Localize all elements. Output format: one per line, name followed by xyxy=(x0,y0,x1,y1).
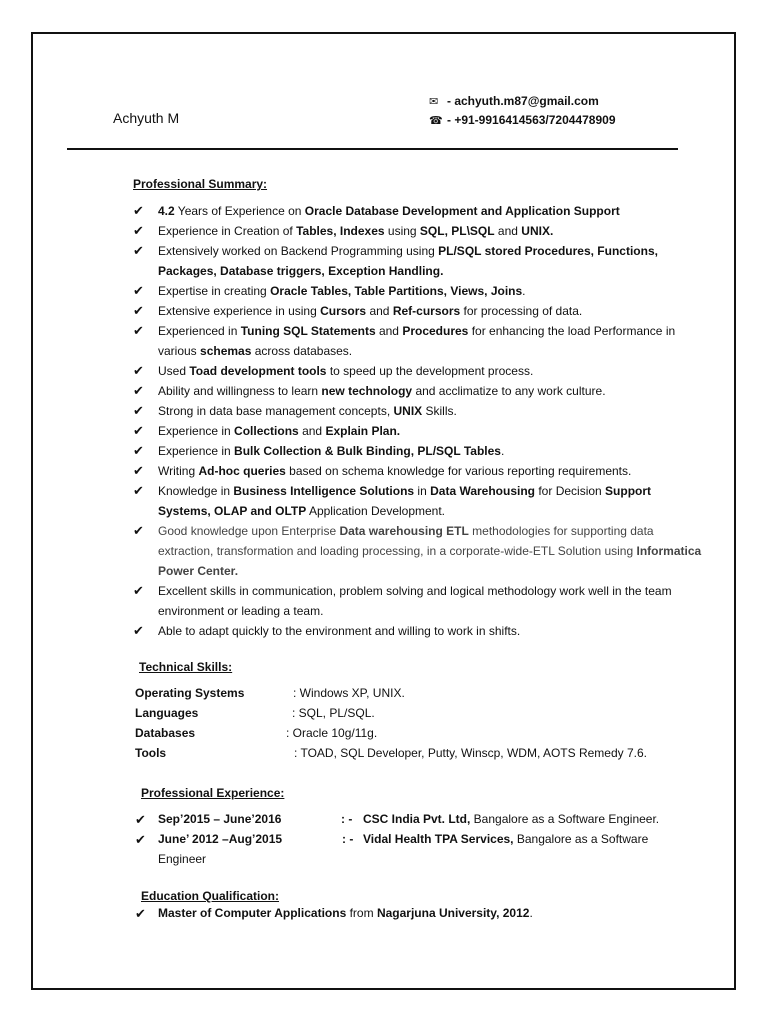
professional-summary-list xyxy=(133,201,703,641)
university: Nagarjuna University, 2012 xyxy=(376,906,530,920)
tech-value: : Windows XP, UNIX. xyxy=(293,686,405,700)
checkmark-icon: ✔ xyxy=(133,203,144,218)
summary-item-text: Good knowledge upon Enterprise Data warehousing ETL methodologies for supporting data extraction, transformation and loading processing, in a corporate-wide-ETL Solution using Informatica Power Center. xyxy=(158,524,702,578)
professional-summary-heading: Professional Summary: xyxy=(133,177,268,191)
summary-item xyxy=(133,461,703,481)
summary-item-text: Knowledge in Business Intelligence Solutions in Data Warehousing for Decision Support Systems, OLAP and OLTP Application Development. xyxy=(158,484,652,518)
summary-item xyxy=(133,301,703,321)
tech-value: : SQL, PL/SQL. xyxy=(292,706,375,720)
summary-item xyxy=(133,321,703,361)
technical-skills-heading: Technical Skills: xyxy=(139,660,233,674)
summary-item-text: Able to adapt quickly to the environment and willing to work in shifts. xyxy=(158,624,521,638)
tech-value: : Oracle 10g/11g. xyxy=(286,726,378,740)
tech-label: Databases xyxy=(135,726,196,740)
summary-item xyxy=(133,481,703,521)
checkmark-icon: ✔ xyxy=(133,383,144,398)
experience-period: Sep’2015 – June’2016 xyxy=(158,812,282,826)
envelope-icon: ✉ xyxy=(429,96,439,108)
summary-item xyxy=(133,581,703,621)
summary-item xyxy=(133,521,703,581)
summary-item-text: Used Toad development tools to speed up the development process. xyxy=(158,364,534,378)
checkmark-icon: ✔ xyxy=(133,483,144,498)
checkmark-icon: ✔ xyxy=(133,323,144,338)
degree: Master of Computer Applications xyxy=(158,906,347,920)
summary-item xyxy=(133,221,703,241)
summary-item-text: Expertise in creating Oracle Tables, Table Partitions, Views, Joins. xyxy=(158,284,526,298)
from-text: from xyxy=(349,906,374,920)
summary-item-text: Experience in Bulk Collection & Bulk Binding, PL/SQL Tables. xyxy=(158,444,505,458)
checkmark-icon: ✔ xyxy=(133,583,144,598)
checkmark-icon: ✔ xyxy=(133,523,144,538)
summary-item xyxy=(133,441,703,461)
summary-item xyxy=(133,201,703,221)
professional-experience-heading: Professional Experience: xyxy=(141,786,285,800)
header-divider xyxy=(67,148,678,150)
separator: : - xyxy=(342,832,354,846)
checkmark-icon: ✔ xyxy=(133,283,144,298)
telephone-icon: ☎ xyxy=(429,115,443,127)
role-detail: Bangalore as a Software xyxy=(513,832,649,846)
summary-item-text: Experience in Creation of Tables, Indexes using SQL, PL\SQL and UNIX. xyxy=(158,224,554,238)
checkmark-icon: ✔ xyxy=(135,832,146,847)
summary-item-text: Ability and willingness to learn new technology and acclimatize to any work culture. xyxy=(158,384,606,398)
phone-text: - +91-9916414563/7204478909 xyxy=(447,113,616,127)
checkmark-icon: ✔ xyxy=(133,623,144,638)
checkmark-icon: ✔ xyxy=(133,363,144,378)
role-detail-wrap: Engineer xyxy=(158,852,207,866)
summary-item xyxy=(133,241,703,281)
role-detail: Bangalore as a Software Engineer. xyxy=(470,812,660,826)
email-text: - achyuth.m87@gmail.com xyxy=(447,94,599,108)
tech-label: Tools xyxy=(135,746,167,760)
separator: : - xyxy=(341,812,353,826)
checkmark-icon: ✔ xyxy=(133,303,144,318)
email-line xyxy=(429,94,599,108)
end-period: . xyxy=(529,906,533,920)
summary-item-text: Experience in Collections and Explain Plan. xyxy=(158,424,401,438)
summary-item-text: Excellent skills in communication, problem solving and logical methodology work well in the team environment or leading a team. xyxy=(158,584,672,618)
summary-item xyxy=(133,421,703,441)
summary-item xyxy=(133,621,703,641)
education-heading: Education Qualification: xyxy=(141,889,280,903)
experience-period: June’ 2012 –Aug’2015 xyxy=(158,832,283,846)
summary-item-text: Strong in data base management concepts, UNIX Skills. xyxy=(158,404,457,418)
summary-item-text: Writing Ad-hoc queries based on schema knowledge for various reporting requirements. xyxy=(158,464,632,478)
summary-item-text: Extensively worked on Backend Programming using PL/SQL stored Procedures, Functions, Packages, Database triggers, Exception Handling. xyxy=(158,244,658,278)
summary-item xyxy=(133,401,703,421)
summary-item xyxy=(133,381,703,401)
summary-item xyxy=(133,281,703,301)
tech-label: Languages xyxy=(135,706,199,720)
checkmark-icon: ✔ xyxy=(133,443,144,458)
summary-item-text: Extensive experience in using Cursors and Ref-cursors for processing of data. xyxy=(158,304,583,318)
summary-item xyxy=(133,361,703,381)
tech-value: : TOAD, SQL Developer, Putty, Winscp, WDM, AOTS Remedy 7.6. xyxy=(294,746,648,760)
checkmark-icon: ✔ xyxy=(135,812,146,827)
checkmark-icon: ✔ xyxy=(133,463,144,478)
phone-line xyxy=(429,113,616,127)
checkmark-icon: ✔ xyxy=(133,403,144,418)
company-name: CSC India Pvt. Ltd, xyxy=(363,812,471,826)
checkmark-icon: ✔ xyxy=(135,906,146,921)
checkmark-icon: ✔ xyxy=(133,223,144,238)
checkmark-icon: ✔ xyxy=(133,423,144,438)
company-name: Vidal Health TPA Services, xyxy=(363,832,514,846)
checkmark-icon: ✔ xyxy=(133,243,144,258)
summary-item-text: Experienced in Tuning SQL Statements and Procedures for enhancing the load Performance in various schemas across databases. xyxy=(158,324,676,358)
summary-item-text: 4.2 Years of Experience on Oracle Database Development and Application Support xyxy=(158,204,620,218)
tech-label: Operating Systems xyxy=(135,686,245,700)
candidate-name: Achyuth M xyxy=(113,110,180,126)
